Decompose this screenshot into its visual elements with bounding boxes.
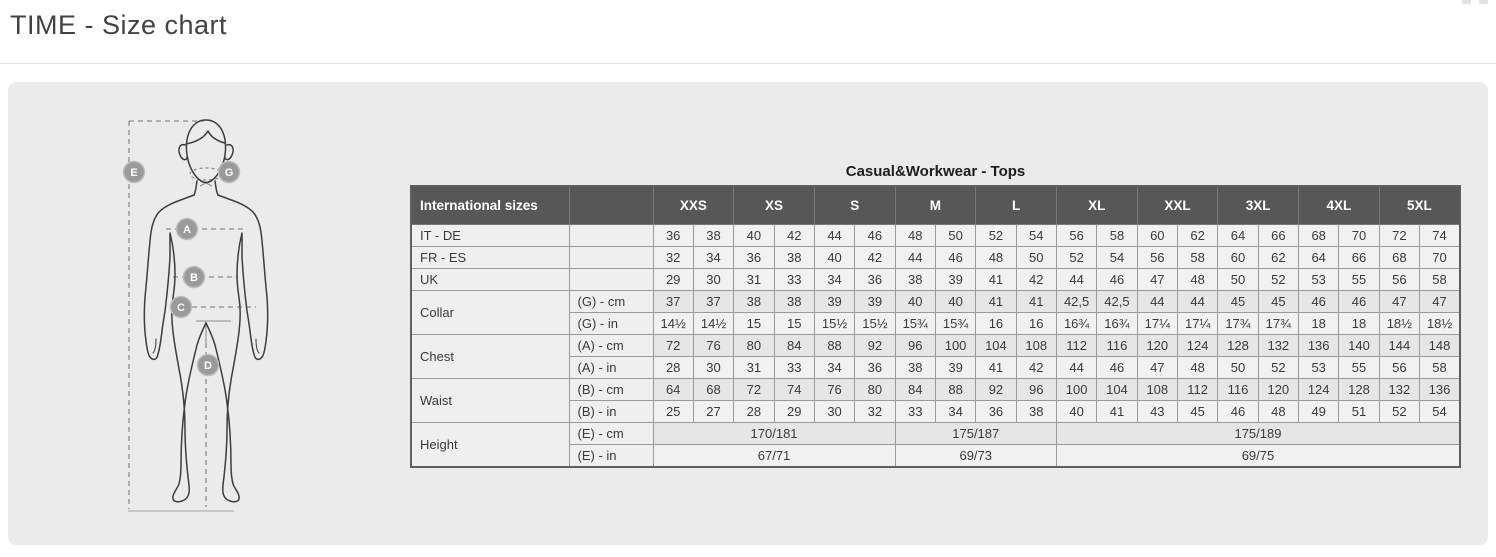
row-sub-label: (E) - in: [569, 445, 653, 468]
value-cell: 124: [1177, 335, 1217, 357]
value-cell: 62: [1258, 247, 1298, 269]
value-cell: 32: [855, 401, 895, 423]
value-cell: 68: [1299, 225, 1339, 247]
value-cell: 56: [1137, 247, 1177, 269]
value-cell: 45: [1258, 291, 1298, 313]
size-table: [410, 185, 1461, 468]
row-sub-label: (G) - cm: [569, 291, 653, 313]
value-cell: 128: [1339, 379, 1379, 401]
value-cell: 76: [693, 335, 733, 357]
value-cell: 50: [1218, 357, 1258, 379]
value-cell: 44: [1177, 291, 1217, 313]
size-header: XS: [734, 186, 815, 225]
value-cell: 38: [895, 357, 935, 379]
table-row: [411, 313, 1460, 335]
value-cell: 45: [1177, 401, 1217, 423]
value-cell: 108: [1137, 379, 1177, 401]
value-cell: 64: [1218, 225, 1258, 247]
table-header-row: [411, 186, 1460, 225]
value-cell: 28: [653, 357, 693, 379]
marker-D: [198, 355, 219, 376]
value-cell: 30: [814, 401, 854, 423]
value-cell: 100: [935, 335, 975, 357]
value-cell: 44: [895, 247, 935, 269]
value-cell: 40: [1056, 401, 1096, 423]
size-header: M: [895, 186, 976, 225]
value-cell: 120: [1258, 379, 1298, 401]
value-cell: 38: [774, 291, 814, 313]
size-header: 5XL: [1379, 186, 1460, 225]
value-cell: 104: [976, 335, 1016, 357]
value-cell: 80: [855, 379, 895, 401]
span-cell: 69/75: [1056, 445, 1460, 468]
hair-fringe: [186, 131, 225, 144]
value-cell: 100: [1056, 379, 1096, 401]
cropped-icon: [1479, 0, 1488, 4]
value-cell: 17¼: [1137, 313, 1177, 335]
value-cell: 44: [1056, 269, 1096, 291]
header-divider: [0, 63, 1496, 64]
marker-E-label: E: [130, 167, 138, 179]
value-cell: 50: [935, 225, 975, 247]
table-row: [411, 225, 1460, 247]
value-cell: 38: [693, 225, 733, 247]
value-cell: 17¾: [1218, 313, 1258, 335]
value-cell: 70: [1339, 225, 1379, 247]
size-header: 4XL: [1299, 186, 1380, 225]
value-cell: 33: [774, 269, 814, 291]
table-row: [411, 291, 1460, 313]
value-cell: 42: [1016, 269, 1056, 291]
body-half: [144, 195, 206, 502]
value-cell: 136: [1420, 379, 1460, 401]
value-cell: 88: [814, 335, 854, 357]
row-sub-label: (B) - in: [569, 401, 653, 423]
span-cell: 69/73: [895, 445, 1056, 468]
value-cell: 27: [693, 401, 733, 423]
value-cell: 15: [774, 313, 814, 335]
value-cell: 16: [976, 313, 1016, 335]
value-cell: 36: [653, 225, 693, 247]
row-sub-label: (B) - cm: [569, 379, 653, 401]
marker-A: [177, 219, 198, 240]
value-cell: 128: [1218, 335, 1258, 357]
value-cell: 70: [1420, 247, 1460, 269]
value-cell: 41: [976, 357, 1016, 379]
value-cell: 64: [1299, 247, 1339, 269]
value-cell: 42: [774, 225, 814, 247]
value-cell: 42: [1016, 357, 1056, 379]
value-cell: 16¾: [1097, 313, 1137, 335]
value-cell: 88: [935, 379, 975, 401]
value-cell: 32: [653, 247, 693, 269]
table-row: [411, 379, 1460, 401]
value-cell: 96: [895, 335, 935, 357]
size-table-section: [410, 163, 1461, 468]
value-cell: 62: [1177, 225, 1217, 247]
value-cell: 40: [895, 291, 935, 313]
value-cell: 46: [855, 225, 895, 247]
cropped-icon: [1462, 0, 1471, 4]
row-sub-label: (E) - cm: [569, 423, 653, 445]
value-cell: 52: [976, 225, 1016, 247]
value-cell: 44: [814, 225, 854, 247]
value-cell: 53: [1299, 269, 1339, 291]
value-cell: 33: [895, 401, 935, 423]
row-label: IT - DE: [411, 225, 569, 247]
value-cell: 30: [693, 357, 733, 379]
size-header: XL: [1056, 186, 1137, 225]
value-cell: 72: [734, 379, 774, 401]
row-sub-label: [569, 247, 653, 269]
table-row: [411, 357, 1460, 379]
row-sub-label: (A) - in: [569, 357, 653, 379]
value-cell: 136: [1299, 335, 1339, 357]
value-cell: 68: [1379, 247, 1419, 269]
value-cell: 34: [693, 247, 733, 269]
value-cell: 36: [734, 247, 774, 269]
table-row: [411, 269, 1460, 291]
value-cell: 31: [734, 357, 774, 379]
marker-B: [184, 267, 205, 288]
span-cell: 170/181: [653, 423, 895, 445]
value-cell: 46: [1097, 269, 1137, 291]
value-cell: 54: [1016, 225, 1056, 247]
value-cell: 39: [814, 291, 854, 313]
value-cell: 25: [653, 401, 693, 423]
value-cell: 80: [734, 335, 774, 357]
value-cell: 55: [1339, 357, 1379, 379]
value-cell: 116: [1097, 335, 1137, 357]
value-cell: 42: [855, 247, 895, 269]
value-cell: 46: [1299, 291, 1339, 313]
value-cell: 15¾: [935, 313, 975, 335]
table-row: [411, 401, 1460, 423]
value-cell: 124: [1299, 379, 1339, 401]
row-label: Chest: [411, 335, 569, 379]
row-sub-label: (A) - cm: [569, 335, 653, 357]
value-cell: 17¾: [1258, 313, 1298, 335]
value-cell: 37: [693, 291, 733, 313]
row-label: Waist: [411, 379, 569, 423]
value-cell: 41: [1016, 291, 1056, 313]
value-cell: 112: [1177, 379, 1217, 401]
value-cell: 18½: [1420, 313, 1460, 335]
row-label: UK: [411, 269, 569, 291]
value-cell: 60: [1218, 247, 1258, 269]
value-cell: 148: [1420, 335, 1460, 357]
value-cell: 92: [855, 335, 895, 357]
value-cell: 15½: [814, 313, 854, 335]
value-cell: 50: [1218, 269, 1258, 291]
measurement-markers: [124, 162, 240, 376]
value-cell: 34: [935, 401, 975, 423]
value-cell: 58: [1097, 225, 1137, 247]
value-cell: 36: [855, 269, 895, 291]
value-cell: 96: [1016, 379, 1056, 401]
value-cell: 38: [734, 291, 774, 313]
value-cell: 36: [855, 357, 895, 379]
size-table-title: Casual&Workwear - Tops: [845, 163, 1026, 180]
value-cell: 47: [1420, 291, 1460, 313]
value-cell: 34: [814, 357, 854, 379]
marker-D-label: D: [204, 360, 212, 372]
value-cell: 30: [693, 269, 733, 291]
table-row: [411, 335, 1460, 357]
value-cell: 48: [1177, 357, 1217, 379]
value-cell: 55: [1339, 269, 1379, 291]
value-cell: 76: [814, 379, 854, 401]
value-cell: 43: [1137, 401, 1177, 423]
value-cell: 16¾: [1056, 313, 1096, 335]
marker-C-label: C: [177, 302, 185, 314]
value-cell: 74: [1420, 225, 1460, 247]
value-cell: 56: [1379, 357, 1419, 379]
value-cell: 31: [734, 269, 774, 291]
value-cell: 104: [1097, 379, 1137, 401]
value-cell: 116: [1218, 379, 1258, 401]
value-cell: 56: [1379, 269, 1419, 291]
value-cell: 37: [653, 291, 693, 313]
body-measurement-figure: [100, 95, 340, 515]
top-right-cropped-icons: [1462, 0, 1488, 4]
hand-crease: [153, 339, 156, 353]
value-cell: 58: [1177, 247, 1217, 269]
value-cell: 33: [774, 357, 814, 379]
value-cell: 40: [935, 291, 975, 313]
value-cell: 51: [1339, 401, 1379, 423]
value-cell: 49: [1299, 401, 1339, 423]
value-cell: 120: [1137, 335, 1177, 357]
value-cell: 18: [1339, 313, 1379, 335]
value-cell: 112: [1056, 335, 1096, 357]
value-cell: 39: [935, 357, 975, 379]
marker-E: [124, 162, 145, 183]
value-cell: 66: [1339, 247, 1379, 269]
value-cell: 29: [653, 269, 693, 291]
value-cell: 18: [1299, 313, 1339, 335]
value-cell: 47: [1379, 291, 1419, 313]
value-cell: 28: [734, 401, 774, 423]
value-cell: 84: [895, 379, 935, 401]
value-cell: 36: [976, 401, 1016, 423]
value-cell: 17¼: [1177, 313, 1217, 335]
value-cell: 18½: [1379, 313, 1419, 335]
marker-C: [171, 297, 192, 318]
value-cell: 140: [1339, 335, 1379, 357]
value-cell: 74: [774, 379, 814, 401]
span-cell: 67/71: [653, 445, 895, 468]
value-cell: 34: [814, 269, 854, 291]
value-cell: 46: [1097, 357, 1137, 379]
size-header: 3XL: [1218, 186, 1299, 225]
span-cell: 175/189: [1056, 423, 1460, 445]
value-cell: 68: [693, 379, 733, 401]
value-cell: 132: [1379, 379, 1419, 401]
value-cell: 45: [1218, 291, 1258, 313]
value-cell: 38: [774, 247, 814, 269]
table-row: [411, 247, 1460, 269]
value-cell: 29: [774, 401, 814, 423]
value-cell: 52: [1379, 401, 1419, 423]
value-cell: 58: [1420, 269, 1460, 291]
row-label: Height: [411, 423, 569, 468]
row-sub-label: (G) - in: [569, 313, 653, 335]
value-cell: 46: [1339, 291, 1379, 313]
value-cell: 66: [1258, 225, 1298, 247]
value-cell: 50: [1016, 247, 1056, 269]
value-cell: 14½: [693, 313, 733, 335]
value-cell: 38: [1016, 401, 1056, 423]
value-cell: 58: [1420, 357, 1460, 379]
value-cell: 46: [1218, 401, 1258, 423]
value-cell: 48: [976, 247, 1016, 269]
marker-A-label: A: [183, 224, 191, 236]
neck-line: [194, 181, 197, 195]
value-cell: 60: [1137, 225, 1177, 247]
value-cell: 56: [1056, 225, 1096, 247]
marker-G: [219, 162, 240, 183]
value-cell: 40: [814, 247, 854, 269]
value-cell: 54: [1097, 247, 1137, 269]
value-cell: 44: [1137, 291, 1177, 313]
value-cell: 108: [1016, 335, 1056, 357]
marker-G-label: G: [224, 167, 234, 179]
row-label: FR - ES: [411, 247, 569, 269]
value-cell: 16: [1016, 313, 1056, 335]
value-cell: 14½: [653, 313, 693, 335]
value-cell: 47: [1137, 357, 1177, 379]
value-cell: 41: [1097, 401, 1137, 423]
value-cell: 72: [1379, 225, 1419, 247]
value-cell: 92: [976, 379, 1016, 401]
size-header: L: [976, 186, 1057, 225]
marker-B-label: B: [190, 272, 198, 284]
size-header: XXS: [653, 186, 734, 225]
value-cell: 84: [774, 335, 814, 357]
value-cell: 15¾: [895, 313, 935, 335]
value-cell: 48: [1258, 401, 1298, 423]
value-cell: 48: [895, 225, 935, 247]
value-cell: 144: [1379, 335, 1419, 357]
value-cell: 38: [895, 269, 935, 291]
value-cell: 54: [1420, 401, 1460, 423]
page-title: TIME - Size chart: [10, 10, 228, 40]
span-cell: 175/187: [895, 423, 1056, 445]
value-cell: 52: [1056, 247, 1096, 269]
table-corner-header: International sizes: [411, 186, 569, 225]
value-cell: 46: [935, 247, 975, 269]
value-cell: 41: [976, 291, 1016, 313]
table-row: [411, 445, 1460, 468]
value-cell: 44: [1056, 357, 1096, 379]
value-cell: 64: [653, 379, 693, 401]
value-cell: 52: [1258, 357, 1298, 379]
value-cell: 47: [1137, 269, 1177, 291]
value-cell: 15: [734, 313, 774, 335]
row-label: Collar: [411, 291, 569, 335]
value-cell: 48: [1177, 269, 1217, 291]
size-header: XXL: [1137, 186, 1218, 225]
value-cell: 52: [1258, 269, 1298, 291]
value-cell: 42,5: [1097, 291, 1137, 313]
value-cell: 41: [976, 269, 1016, 291]
row-sub-label: [569, 225, 653, 247]
value-cell: 40: [734, 225, 774, 247]
table-row: [411, 423, 1460, 445]
value-cell: 39: [935, 269, 975, 291]
value-cell: 42,5: [1056, 291, 1096, 313]
value-cell: 39: [855, 291, 895, 313]
size-header: S: [814, 186, 895, 225]
row-sub-label: [569, 269, 653, 291]
empty-header: [569, 186, 653, 225]
value-cell: 53: [1299, 357, 1339, 379]
value-cell: 15½: [855, 313, 895, 335]
value-cell: 72: [653, 335, 693, 357]
value-cell: 132: [1258, 335, 1298, 357]
